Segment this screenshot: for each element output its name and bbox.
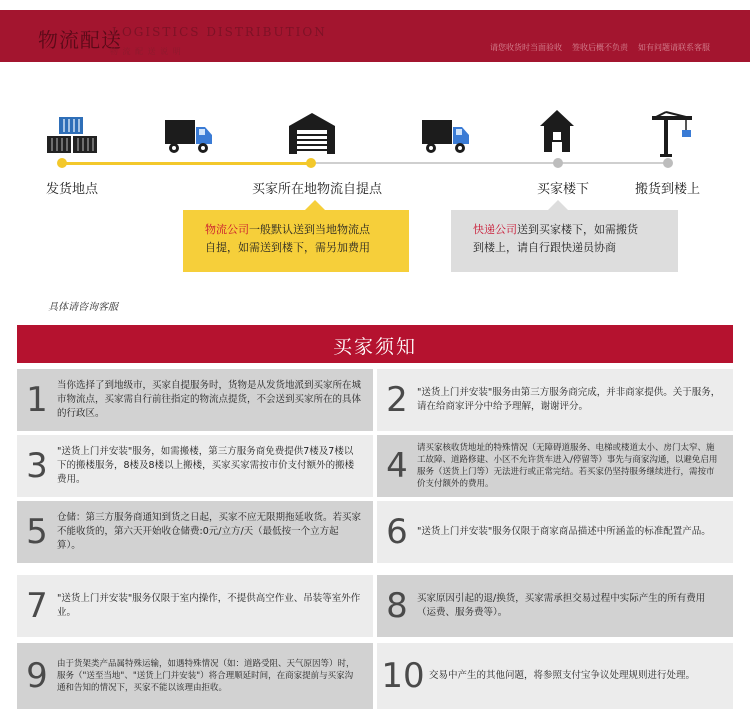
notice-number: 1 xyxy=(26,380,48,420)
highlight-text: 快递公司 xyxy=(473,223,517,236)
flow-dot xyxy=(553,158,563,168)
note-text: 一般默认送到当地物流点 xyxy=(249,223,370,236)
notice-text: 交易中产生的其他问题，将参照支付宝争议处理规则进行处理。 xyxy=(429,670,696,681)
notice-number: 5 xyxy=(26,512,48,552)
crane-icon xyxy=(650,110,696,158)
notice-item xyxy=(377,501,733,563)
notice-text: 仓储：第三方服务商通知到货之日起，买家不应无限期拖延收货。若买家不能收货的，第六天开始收仓储费:0元/立方/天（最低按一个立方起算）。 xyxy=(57,512,362,551)
notice-body xyxy=(17,363,733,713)
notice-item xyxy=(17,643,373,709)
notice-number: 8 xyxy=(386,586,408,626)
notice-item xyxy=(377,643,733,709)
notice-number: 9 xyxy=(26,656,48,696)
highlight-text: 物流公司 xyxy=(205,223,249,236)
delivery-truck-icon xyxy=(420,118,472,156)
notice-text: 当你选择了到地级市，买家自提服务时，货物是从发货地派到买家所在城市物流点，买家需自行前往指定的物流点提货，不会送到买家所在的具体的行政区。 xyxy=(57,380,362,419)
callout-pointer xyxy=(548,200,568,210)
header-subtitle: LOGISTICS DISTRIBUTION xyxy=(112,25,327,39)
flow-dot xyxy=(306,158,316,168)
notice-item xyxy=(17,435,373,497)
note-text: 到楼上，请自行跟快递员协商 xyxy=(473,241,616,254)
consult-note: 具体请咨询客服 xyxy=(48,302,118,313)
notice-item xyxy=(17,501,373,563)
house-icon xyxy=(538,108,576,154)
step-label-pickup-point: 买家所在地物流自提点 xyxy=(252,182,383,197)
notice-text: "送货上门并安装"服务仅限于室内操作，不提供高空作业、吊装等室外作业。 xyxy=(57,593,361,618)
notice-text: "送货上门并安装"服务由第三方服务商完成，并非商家提供。关于服务，请在给商家评分中给予理解，谢谢评分。 xyxy=(417,387,721,412)
step-label-origin: 发货地点 xyxy=(46,182,99,197)
header-note: 签收后概不负责 xyxy=(572,43,628,52)
header-subtitle-small: 物 流 配 送 说 明 xyxy=(110,47,182,56)
express-company-note xyxy=(451,210,678,272)
note-text: 送到买家楼下，如需搬货 xyxy=(517,223,638,236)
logistics-company-note xyxy=(183,210,409,272)
notice-item xyxy=(17,575,373,637)
warehouse-icon xyxy=(287,110,337,156)
notice-number: 6 xyxy=(386,512,408,552)
notice-text: 由于货架类产品属特殊运输，如遇特殊情况（如：道路受阻、天气原因等）时，服务（"送至当地"、"送货上门并安装"）将合理顺延时间，在商家提前与买家沟通和告知的情况下，买家不能以该理由拒收。 xyxy=(57,659,355,693)
notice-number: 3 xyxy=(26,446,48,486)
shipping-container-icon xyxy=(45,115,101,157)
step-label-downstairs: 买家楼下 xyxy=(537,182,590,197)
notice-item xyxy=(377,369,733,431)
header-note: 如有问题请联系客服 xyxy=(638,43,710,52)
flow-dot xyxy=(57,158,67,168)
flow-dot xyxy=(663,158,673,168)
notice-number: 4 xyxy=(386,446,408,486)
note-text: 自提，如需送到楼下，需另加费用 xyxy=(205,241,370,254)
notice-text: "送货上门并安装"服务，如需搬楼，第三方服务商免费提供7楼及7楼以下的搬楼服务，8楼及8楼以上搬楼，买家买家需按市价支付额外的搬楼费用。 xyxy=(57,446,355,485)
notice-number: 7 xyxy=(26,586,48,626)
flow-line-active xyxy=(60,162,312,165)
notice-title: 买家须知 xyxy=(332,336,417,358)
notice-number: 10 xyxy=(381,656,425,696)
notice-header xyxy=(17,325,733,363)
header-notes xyxy=(490,42,710,53)
notice-text: "送货上门并安装"服务仅限于商家商品描述中所涵盖的标准配置产品。 xyxy=(417,526,711,537)
delivery-truck-icon xyxy=(163,118,215,156)
header-note: 请您收货时当面验收 xyxy=(490,43,562,52)
notice-item xyxy=(377,575,733,637)
delivery-flow xyxy=(0,100,750,210)
notice-item xyxy=(17,369,373,431)
notice-number: 2 xyxy=(386,380,408,420)
step-label-upstairs: 搬货到楼上 xyxy=(635,182,701,197)
callout-pointer xyxy=(305,200,325,210)
header-title: 物流配送 xyxy=(38,28,122,52)
header-banner xyxy=(0,10,750,62)
notice-text: 请买家核收货地址的特殊情况（无障碍道服务、电梯或楼道太小、房门太窄、施工故障、道路修建、小区不允许货车进入/停留等）事先与商家沟通，以避免启用服务（送货上门等）无法进行或正常完结。若买家仍坚持服务继续进行，需按市价支付额外的费用。 xyxy=(417,443,718,489)
notice-text: 买家原因引起的退/换货，买家需承担交易过程中实际产生的所有费用（运费、服务费等）。 xyxy=(417,593,706,618)
notice-item xyxy=(377,435,733,497)
